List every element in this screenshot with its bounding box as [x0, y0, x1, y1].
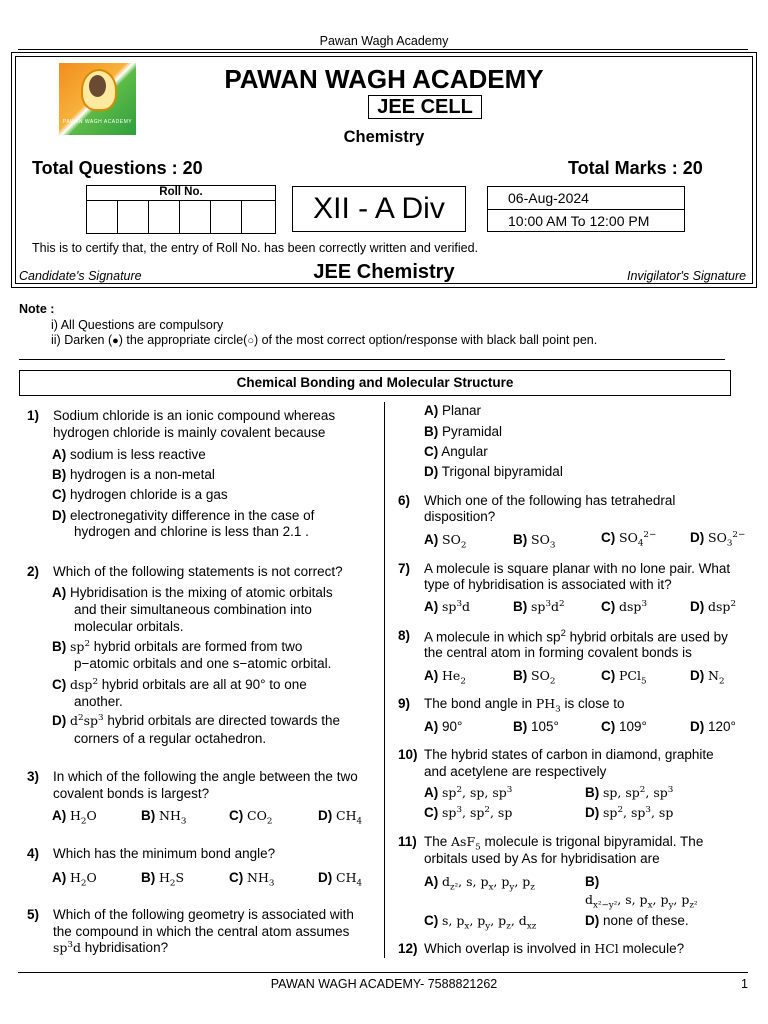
- option-b[interactable]: [52, 467, 215, 482]
- option-a[interactable]: [424, 668, 466, 687]
- formula-pcl5: PCl$_5$: [619, 668, 647, 687]
- exam-date: 06-Aug-2024: [508, 190, 589, 206]
- formula-dz2-s-px-py-pz: $d_{z^2}$, s, $p_x$, $p_y$, $p_z$: [442, 874, 535, 893]
- option-d[interactable]: [690, 599, 736, 614]
- formula-d2sp3: $d^2sp^3$: [70, 713, 104, 729]
- formula-s-px-py-pz-dxz: s, $p_x$, $p_y$, $p_z$, $d_{xz}$: [442, 913, 537, 932]
- option-a[interactable]: [52, 870, 97, 889]
- formula-n2: $N_2$: [708, 668, 725, 687]
- option-label: C): [601, 599, 616, 615]
- option-label: D): [690, 719, 705, 734]
- question-text: [424, 696, 625, 715]
- option-a[interactable]: [424, 403, 481, 418]
- option-text: hydrogen is a non-metal: [70, 467, 215, 482]
- note-line-1: i) All Questions are compulsory: [51, 318, 224, 332]
- option-label: B): [513, 719, 528, 734]
- question-text: [53, 940, 168, 955]
- option-c[interactable]: [424, 805, 512, 820]
- logo-text: PAWAN WAGH ACADEMY: [62, 119, 133, 125]
- question-text-part: hybridisation?: [84, 940, 169, 956]
- option-c[interactable]: [229, 808, 272, 827]
- option-label: B): [585, 874, 600, 889]
- formula-dsp3: dsp$^3$: [619, 599, 648, 615]
- question-text: the central atom in forming covalent bonds is: [424, 645, 692, 660]
- option-d[interactable]: [318, 808, 362, 827]
- formula-so4-2minus: $SO_4^{2-}$: [619, 530, 657, 549]
- option-c[interactable]: [601, 599, 647, 614]
- option-label: B): [52, 639, 67, 655]
- formula-co2: $CO_2$: [247, 808, 273, 827]
- option-d[interactable]: [690, 530, 745, 549]
- option-label: C): [601, 668, 616, 683]
- option-text: molecular orbitals.: [74, 619, 184, 634]
- roll-digit-cell[interactable]: [242, 201, 274, 233]
- option-b[interactable]: [52, 639, 302, 654]
- exam-name: JEE Chemistry: [313, 261, 455, 283]
- option-a[interactable]: [52, 447, 206, 462]
- option-label: B): [585, 785, 600, 801]
- class-division: XII - A Div: [292, 186, 466, 232]
- option-text: hydrogen and chlorine is less than 2.1 .: [74, 524, 309, 539]
- option-label: B): [513, 532, 528, 547]
- formula-sp2-sp-sp3: $sp^2$, sp, $sp^3$: [442, 785, 513, 801]
- formula-sp3-sp2-sp: $sp^3$, $sp^2$, sp: [442, 805, 513, 821]
- question-text: covalent bonds is largest?: [53, 786, 210, 801]
- option-label: B): [513, 599, 528, 615]
- option-text: sodium is less reactive: [70, 447, 206, 462]
- question-text: hydrogen chloride is mainly covalent because: [53, 425, 326, 440]
- option-b[interactable]: [513, 532, 555, 551]
- option-b[interactable]: [513, 668, 555, 687]
- option-label: A): [52, 447, 67, 462]
- question-number: 8): [398, 628, 411, 643]
- total-marks: Total Marks : 20: [568, 158, 703, 178]
- roll-number-box[interactable]: [86, 185, 276, 234]
- option-label: D): [318, 808, 333, 823]
- academy-title: PAWAN WAGH ACADEMY: [224, 64, 544, 94]
- formula-sp2: $sp^2$: [70, 639, 91, 655]
- option-text: hybrid orbitals are formed from two: [93, 639, 303, 655]
- roll-digit-cell[interactable]: [149, 201, 180, 233]
- question-number: 6): [398, 493, 411, 508]
- option-c[interactable]: [229, 870, 274, 889]
- formula-dsp2: dsp$^2$: [708, 599, 737, 615]
- option-text: hybrid orbitals are all at 90° to one: [101, 677, 307, 693]
- roll-digit-cell[interactable]: [87, 201, 118, 233]
- option-label: A): [424, 874, 439, 889]
- option-label: C): [424, 444, 439, 459]
- option-c[interactable]: [424, 913, 536, 932]
- option-a[interactable]: [52, 585, 333, 600]
- option-text: 90°: [442, 719, 463, 734]
- option-text: 105°: [531, 719, 559, 734]
- option-text: hydrogen chloride is a gas: [70, 487, 228, 502]
- option-label: B): [141, 808, 156, 823]
- question-number: 9): [398, 696, 411, 711]
- question-text-part: Which overlap is involved in: [424, 941, 595, 956]
- filled-circle-icon: ●: [112, 335, 119, 347]
- option-label: C): [229, 870, 244, 885]
- option-label: C): [601, 530, 616, 546]
- formula-hcl: HCl: [594, 941, 619, 956]
- question-text: The hybrid states of carbon in diamond, graphite: [424, 747, 714, 762]
- option-a[interactable]: [424, 532, 466, 551]
- option-c[interactable]: [52, 677, 307, 692]
- roll-number-label: Roll No.: [87, 186, 275, 201]
- option-label: B): [424, 424, 439, 439]
- option-label: A): [424, 785, 439, 801]
- formula-so3: $SO_3$: [531, 532, 556, 551]
- question-number: 7): [398, 561, 411, 576]
- formula-so3-2minus: $SO_3^{2-}$: [708, 530, 746, 549]
- formula-so2: $SO_2$: [531, 668, 556, 687]
- option-label: D): [424, 464, 439, 479]
- question-number: 3): [27, 769, 40, 784]
- formula-ph3: $PH_3$: [535, 696, 561, 715]
- option-b[interactable]: [424, 424, 502, 439]
- formula-ch4: $CH_4$: [336, 808, 363, 827]
- option-d[interactable]: [585, 913, 689, 928]
- question-text: A molecule is square planar with no lone pair. What: [424, 561, 731, 576]
- option-c[interactable]: [424, 444, 488, 459]
- formula-nh3: $NH_3$: [247, 870, 275, 889]
- option-c[interactable]: [601, 530, 656, 549]
- option-label: D): [318, 870, 333, 885]
- option-label: D): [690, 599, 705, 615]
- empty-circle-icon: ○: [247, 335, 254, 347]
- option-d[interactable]: [585, 805, 673, 820]
- question-number: 11): [398, 834, 417, 849]
- option-b[interactable]: [513, 719, 559, 734]
- option-label: C): [424, 913, 439, 928]
- page-number: 1: [741, 977, 748, 991]
- option-text: another.: [74, 694, 123, 709]
- option-text: and their simultaneous combination into: [74, 602, 312, 617]
- option-text: hybrid orbitals are directed towards the: [107, 713, 340, 729]
- cell-label: JEE CELL: [368, 95, 482, 119]
- option-label: C): [424, 805, 439, 821]
- note-line-2: [51, 333, 597, 347]
- certification-text: This is to certify that, the entry of Roll No. has been correctly written and verified.: [32, 241, 479, 255]
- candidate-signature-label: Candidate's Signature: [19, 269, 142, 283]
- footer-rule: [18, 972, 748, 973]
- question-text: disposition?: [424, 509, 496, 524]
- option-b[interactable]: [141, 808, 186, 827]
- question-text: Which of the following geometry is associated with: [53, 907, 354, 922]
- option-label: A): [424, 719, 439, 734]
- option-text: Planar: [442, 403, 482, 418]
- option-label: B): [141, 870, 156, 885]
- option-label: D): [690, 668, 705, 683]
- option-text: none of these.: [603, 913, 689, 928]
- option-label: A): [424, 532, 439, 547]
- formula-dsp2: dsp$^2$: [70, 677, 99, 693]
- option-label: A): [52, 870, 67, 885]
- option-text: electronegativity difference in the case of: [70, 508, 315, 523]
- note-line-2c: ) of the most correct option/response with black ball point pen.: [253, 333, 598, 347]
- question-text: [424, 834, 703, 853]
- option-label: B): [513, 668, 528, 683]
- formula-sp-sp2-sp3: sp, $sp^2$, $sp^3$: [603, 785, 674, 801]
- section-title: Chemical Bonding and Molecular Structure: [19, 370, 731, 396]
- formula-ch4: $CH_4$: [336, 870, 363, 889]
- formula-sp2-sp3-sp: $sp^2$, $sp^3$, sp: [603, 805, 674, 821]
- option-label: B): [52, 467, 67, 482]
- roll-digit-cell[interactable]: [211, 201, 242, 233]
- formula-he2: $He_2$: [442, 668, 466, 687]
- formula-h2o: $H_2O$: [70, 808, 97, 827]
- question-text: orbitals used by As for hybridisation are: [424, 851, 660, 866]
- question-text: Which has the minimum bond angle?: [53, 846, 276, 861]
- option-text: p−atomic orbitals and one s−atomic orbital.: [74, 656, 332, 671]
- question-number: 10): [398, 747, 418, 762]
- question-number: 4): [27, 846, 40, 861]
- option-d[interactable]: [52, 713, 340, 728]
- option-label: D): [52, 508, 67, 523]
- formula-nh3: $NH_3$: [159, 808, 187, 827]
- option-label: D): [690, 530, 705, 546]
- question-number: 5): [27, 907, 40, 922]
- formula-h2s: $H_2S$: [159, 870, 185, 889]
- formula-sp3d: $sp^3d$: [442, 599, 471, 615]
- option-d[interactable]: [52, 508, 314, 523]
- option-text: 120°: [708, 719, 736, 734]
- option-d[interactable]: [690, 719, 736, 734]
- question-text-part: The: [424, 834, 452, 849]
- option-b[interactable]: [585, 874, 599, 889]
- option-a[interactable]: [424, 719, 462, 734]
- option-b[interactable]: [141, 870, 184, 889]
- option-a[interactable]: [52, 808, 97, 827]
- question-text: Which one of the following has tetrahedral: [424, 493, 676, 508]
- option-text: Angular: [441, 444, 488, 459]
- column-divider: [384, 402, 385, 958]
- option-label: D): [585, 913, 600, 928]
- roll-digit-cell[interactable]: [118, 201, 149, 233]
- option-label: A): [52, 808, 67, 823]
- subject-title: Chemistry: [343, 128, 425, 146]
- formula-sp3d2: $sp^3d^2$: [531, 599, 565, 615]
- option-c[interactable]: [601, 719, 647, 734]
- question-text-part: A molecule in which sp: [424, 629, 561, 645]
- note-line-2b: ) the appropriate circle(: [118, 333, 248, 347]
- note-label: Note :: [19, 302, 55, 316]
- formula-dx2y2-s-px-py-pz2: $d_{x^2-y^2}$, s, $p_x$, $p_y$, $p_{z^2}$: [585, 892, 698, 911]
- date-time-box: [487, 186, 685, 232]
- formula-sp3d: $sp^3d$: [53, 940, 82, 956]
- question-text: In which of the following the angle between the two: [53, 769, 358, 784]
- question-text: the compound in which the central atom assumes: [53, 924, 350, 939]
- option-d[interactable]: [424, 464, 563, 479]
- question-number: 12): [398, 941, 418, 956]
- question-text-part: molecule?: [618, 941, 685, 956]
- question-number: 2): [27, 564, 40, 579]
- question-text: Which of the following statements is not correct?: [53, 564, 343, 579]
- option-label: A): [424, 599, 439, 615]
- option-label: C): [229, 808, 244, 823]
- option-text: Trigonal bipyramidal: [441, 464, 563, 479]
- option-label: C): [52, 487, 67, 502]
- note-rule: [19, 359, 725, 360]
- question-text: and acetylene are respectively: [424, 764, 607, 779]
- note-line-2a: ii) Darken (: [51, 333, 113, 347]
- option-label: A): [52, 585, 67, 600]
- question-text: [424, 941, 684, 956]
- question-text: A molecule in which $sp^2$ hybrid orbitals are used by: [424, 628, 728, 645]
- total-questions: Total Questions : 20: [32, 158, 203, 178]
- running-header: Pawan Wagh Academy: [319, 34, 449, 48]
- option-text: corners of a regular octahedron.: [74, 731, 267, 746]
- option-a[interactable]: [424, 785, 512, 800]
- option-text: Hybridisation is the mixing of atomic orbitals: [70, 585, 333, 600]
- question-text-part: molecule is trigonal bipyramidal. The: [480, 834, 704, 849]
- option-a[interactable]: [424, 599, 470, 614]
- option-text: 109°: [619, 719, 647, 734]
- option-d[interactable]: [318, 870, 362, 889]
- question-text-part: The bond angle in: [424, 696, 536, 711]
- option-label: A): [424, 668, 439, 683]
- formula-so2: $SO_2$: [442, 532, 467, 551]
- invigilator-signature-label: Invigilator's Signature: [627, 269, 747, 283]
- question-number: 1): [27, 408, 40, 423]
- option-c[interactable]: [52, 487, 228, 502]
- option-text: [585, 892, 697, 911]
- option-text: Pyramidal: [442, 424, 503, 439]
- roll-digit-cell[interactable]: [180, 201, 211, 233]
- option-label: D): [52, 713, 67, 729]
- question-text: type of hybridisation is associated with it?: [424, 577, 672, 592]
- formula-h2o: $H_2O$: [70, 870, 97, 889]
- formula-asf5: AsF$_5$: [451, 834, 481, 853]
- question-text: Sodium chloride is an ionic compound whereas: [53, 408, 336, 423]
- footer-text: PAWAN WAGH ACADEMY- 7588821262: [270, 977, 498, 991]
- option-label: C): [52, 677, 67, 693]
- option-a[interactable]: [424, 874, 535, 893]
- option-b[interactable]: [513, 599, 565, 614]
- option-label: C): [601, 719, 616, 734]
- question-text-part: is close to: [560, 696, 625, 711]
- question-text-part: hybrid orbitals are used by: [565, 629, 728, 645]
- exam-time: 10:00 AM To 12:00 PM: [508, 213, 650, 229]
- header-rule: [18, 49, 748, 50]
- option-c[interactable]: [601, 668, 647, 687]
- option-label: D): [585, 805, 600, 821]
- option-d[interactable]: [690, 668, 725, 687]
- option-b[interactable]: [585, 785, 673, 800]
- option-label: A): [424, 403, 439, 418]
